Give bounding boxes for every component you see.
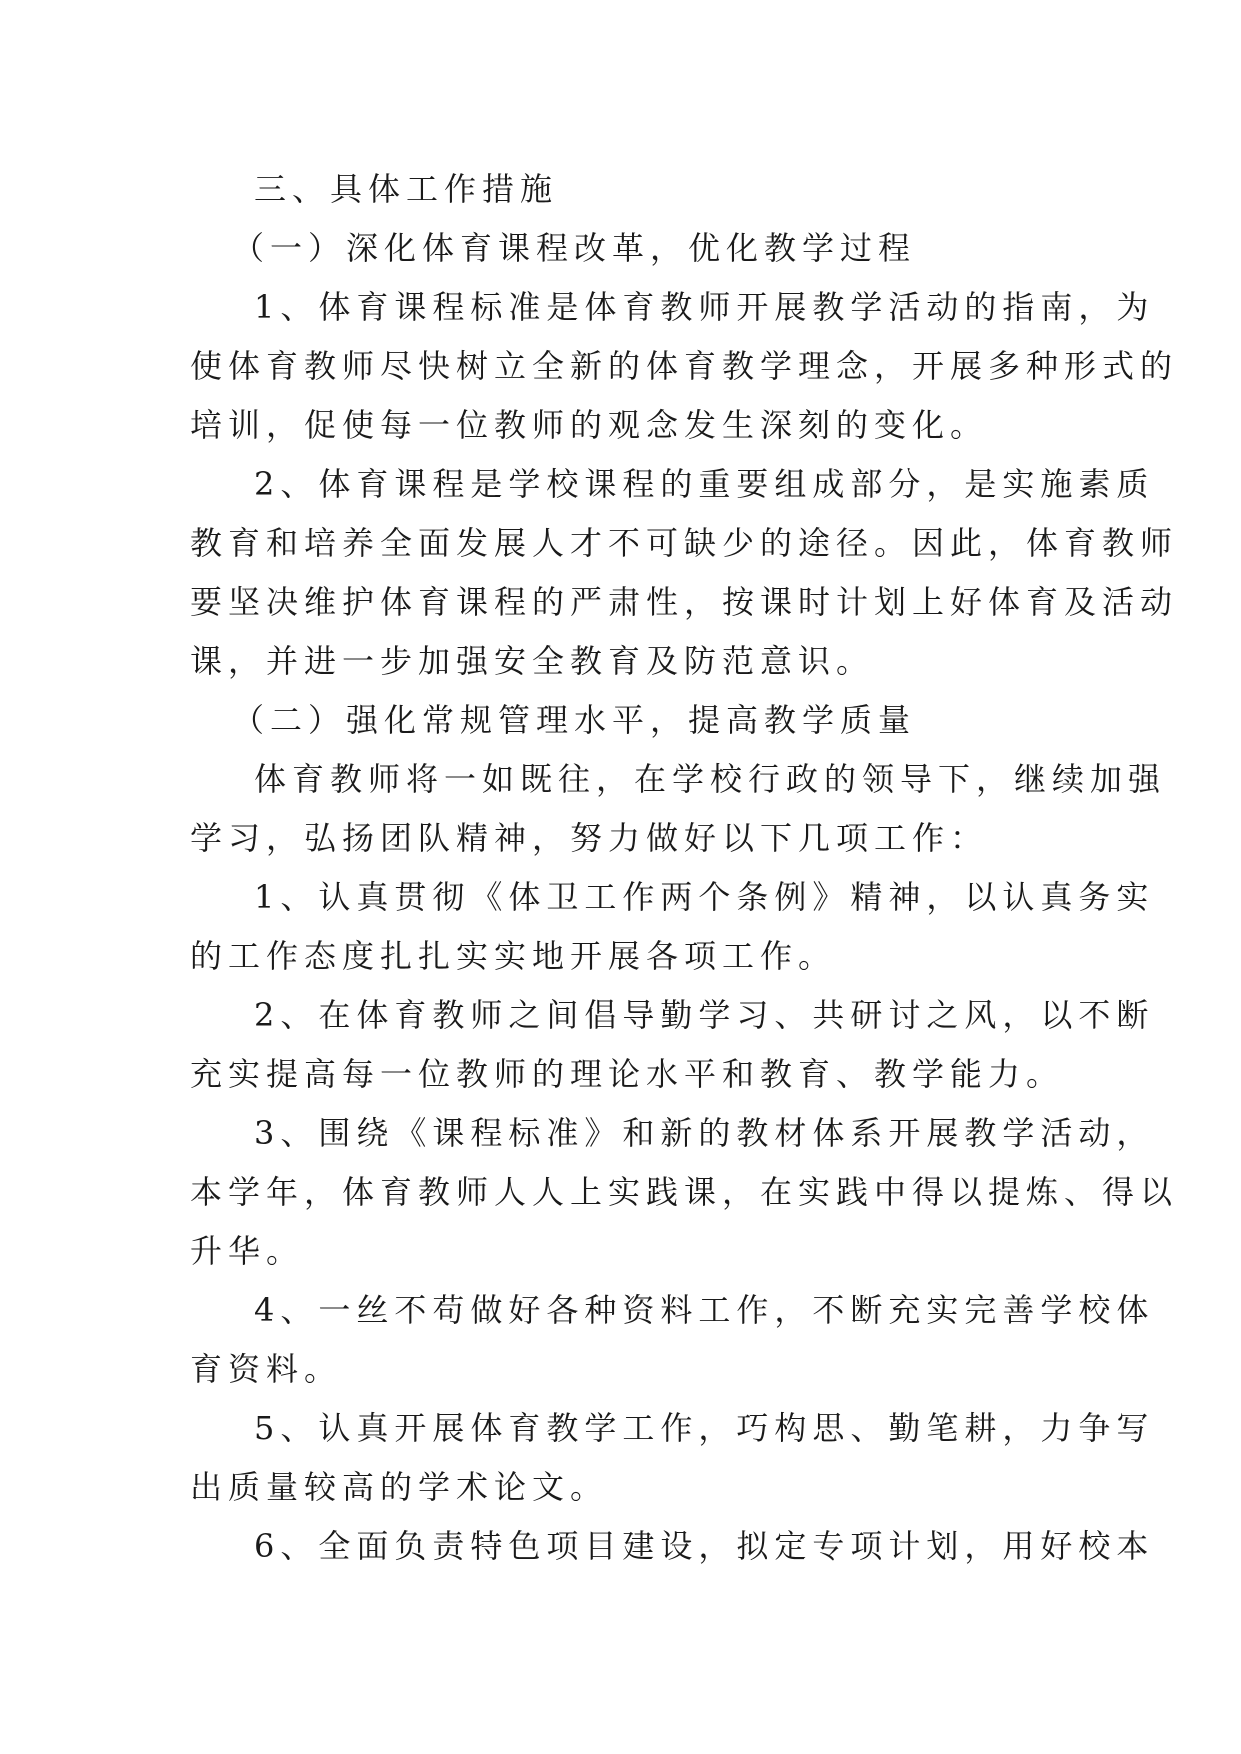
document-body: [190, 160, 1179, 1576]
text-line: 使体育教师尽快树立全新的体育教学理念，开展多种形式的: [190, 347, 1179, 385]
text-line: 体育教师将一如既往，在学校行政的领导下，继续加强: [254, 760, 1167, 798]
paragraph-6: [190, 1104, 1179, 1281]
subsection-heading-1: [190, 219, 1054, 278]
paragraph-9: [190, 1517, 1155, 1576]
paragraph-3: [190, 750, 1167, 868]
paragraph-7: [190, 1281, 1155, 1399]
subsection-heading-2: [190, 691, 1054, 750]
text-line: 1、体育课程标准是体育教师开展教学活动的指南，为: [254, 288, 1155, 326]
text-line: （一）深化体育课程改革，优化教学过程: [232, 229, 917, 267]
text-line: 1、认真贯彻《体卫工作两个条例》精神，以认真务实: [254, 878, 1155, 916]
text-line: 5、认真开展体育教学工作，巧构思、勤笔耕，力争写: [254, 1409, 1155, 1447]
text-line: 升华。: [190, 1232, 305, 1270]
text-line: 3、围绕《课程标准》和新的教材体系开展教学活动，: [254, 1114, 1155, 1152]
text-line: 三、具体工作措施: [254, 170, 559, 208]
paragraph-2: [190, 455, 1179, 691]
text-line: 充实提高每一位教师的理论水平和教育、教学能力。: [190, 1055, 1065, 1093]
text-line: 要坚决维护体育课程的严肃性，按课时计划上好体育及活动: [190, 583, 1179, 621]
text-line: 学习，弘扬团队精神，努力做好以下几项工作：: [190, 819, 989, 857]
text-line: 育资料。: [190, 1350, 343, 1388]
text-line: 出质量较高的学术论文。: [190, 1468, 609, 1506]
paragraph-1: [190, 278, 1179, 455]
text-line: 教育和培养全面发展人才不可缺少的途径。因此，体育教师: [190, 524, 1179, 562]
text-line: 培训，促使每一位教师的观念发生深刻的变化。: [190, 406, 989, 444]
text-line: 本学年，体育教师人人上实践课，在实践中得以提炼、得以: [190, 1173, 1179, 1211]
paragraph-5: [190, 986, 1155, 1104]
text-line: 4、一丝不苟做好各种资料工作，不断充实完善学校体: [254, 1291, 1155, 1329]
paragraph-4: [190, 868, 1155, 986]
text-line: 6、全面负责特色项目建设，拟定专项计划，用好校本: [254, 1527, 1155, 1565]
text-line: 2、在体育教师之间倡导勤学习、共研讨之风，以不断: [254, 996, 1155, 1034]
text-line: 的工作态度扎扎实实地开展各项工作。: [190, 937, 837, 975]
text-line: （二）强化常规管理水平，提高教学质量: [232, 701, 917, 739]
section-heading: [190, 160, 1054, 219]
text-line: 课，并进一步加强安全教育及防范意识。: [190, 642, 875, 680]
text-line: 2、体育课程是学校课程的重要组成部分，是实施素质: [254, 465, 1155, 503]
paragraph-8: [190, 1399, 1155, 1517]
